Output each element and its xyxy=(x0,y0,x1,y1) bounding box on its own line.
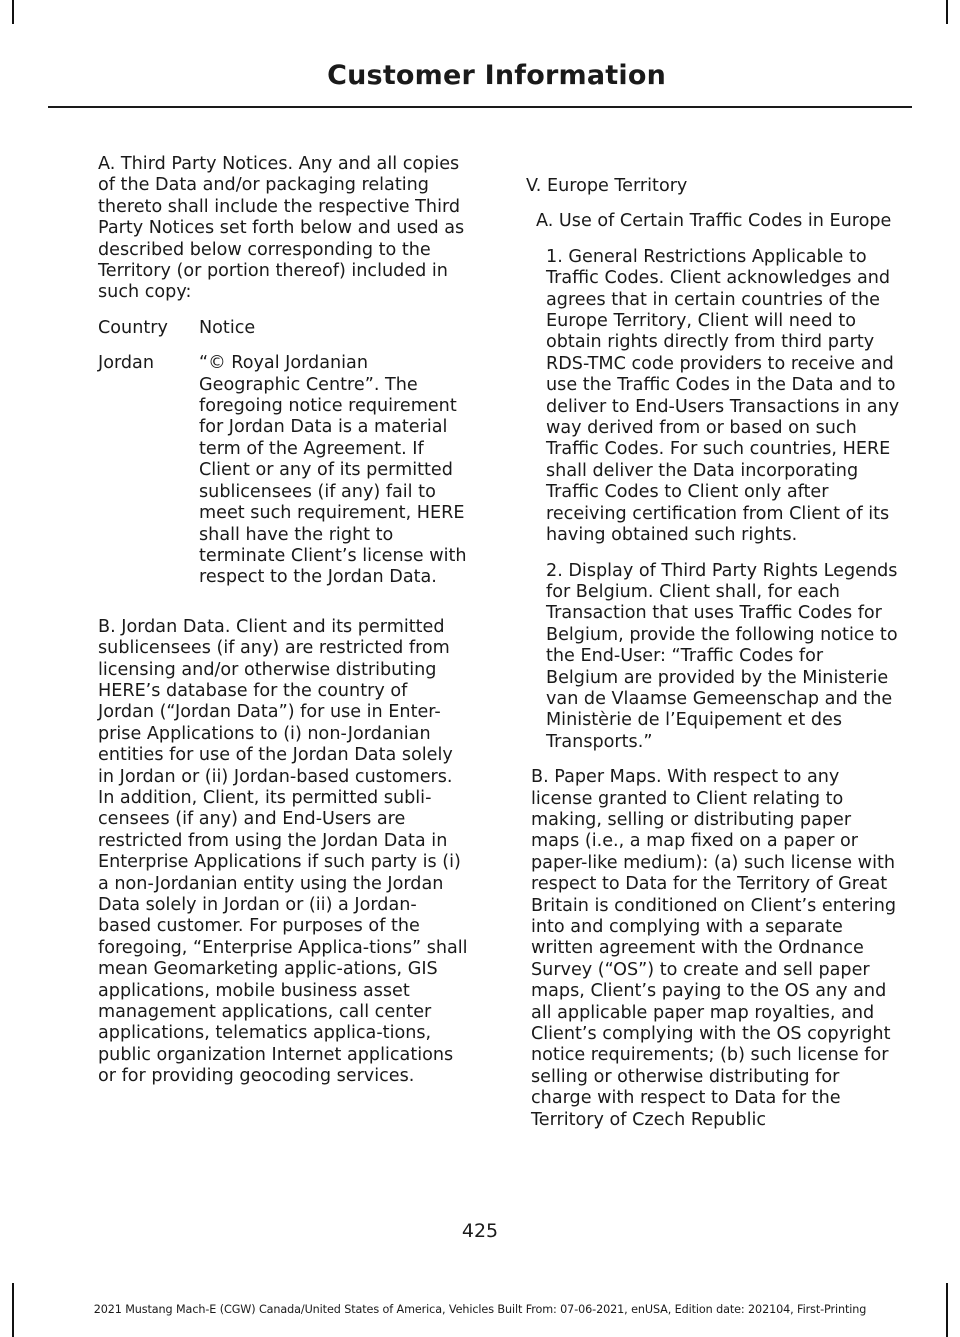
table-header-country: Country xyxy=(98,317,168,338)
page-number: 425 xyxy=(461,1220,499,1242)
right-column xyxy=(526,176,900,1145)
subsection-traffic-codes: A. Use of Certain Traffic Codes in Europe xyxy=(536,211,892,232)
footer-edition-info: 2021 Mustang Mach-E (CGW) Canada/United States of America, Vehicles Built From: 07-06-2021, enUSA, Edition date: 202104, First-Printing xyxy=(93,1303,867,1316)
crop-mark xyxy=(12,0,14,24)
notice-table xyxy=(98,318,468,603)
page-title: Customer Information xyxy=(327,60,666,91)
table-cell-notice: “© Royal Jordanian Geographic Centre”. The foregoing notice requirement for Jordan Data is a material term of the Agreement. If Client or any of its permitted sublicensees (if any) fail to meet such requirement, HERE shall have the right to terminate Client’s license with respect to the Jordan Data. xyxy=(199,353,467,588)
left-column xyxy=(98,154,468,1102)
table-cell-country: Jordan xyxy=(98,353,154,374)
paragraph-jordan-data: B. Jordan Data. Client and its permitted sublicensees (if any) are restricted from licensing and/or otherwise distributing HERE’s database for the country of Jordan (“Jordan Data”) for use in Enter-prise Applications to (i) non-Jordanian entities for use of the Jordan Data solely in Jordan or (ii) Jordan-based customers. In addition, Client, its permitted subli-censees (if any) and End-Users are restricted from using the Jordan Data in Enterprise Applications if such party is (i) a non-Jordanian entity using the Jordan Data solely in Jordan or (ii) a Jordan-based customer. For purposes of the foregoing, “Enterprise Applica-tions” shall mean Geomarketing applic-ations, GIS applications, mobile business asset management applications, call center applications, telematics applica-tions, public organization Internet applications or for providing geocoding services. xyxy=(98,616,468,1087)
subsection-paper-maps: B. Paper Maps. With respect to any license granted to Client relating to making, selling or distributing paper maps (i.e., a map fixed on a paper or paper-like medium): (a) such license with respect to Data for the Territory of Great Britain is conditioned on Client’s entering into and complying with a separate written agreement with the Ordnance Survey (“OS”) to create and sell paper maps, Client’s paying to the OS any and all applicable paper map royalties, and Client’s complying with the OS copyright notice requirements; (b) such license for selling or otherwise distributing for charge with respect to Data for the Territory of Czech Republic xyxy=(531,767,897,1130)
item-belgium-legends: 2. Display of Third Party Rights Legends for Belgium. Client shall, for each Transaction that uses Traffic Codes for Belgium, provide the following notice to the End-User: “Traffic Codes for Belgium are provided by the Ministerie van de Vlaamse Gemeenschap and the Ministèrie de l’Equipement et des Transports.” xyxy=(546,560,898,752)
paragraph-third-party-notices: A. Third Party Notices. Any and all copies of the Data and/or packaging relating thereto shall include the respective Third Party Notices set forth below and used as described below corresponding to the Territory (or portion thereof) included in such copy: xyxy=(98,154,465,303)
header-divider xyxy=(48,106,912,108)
item-general-restrictions: 1. General Restrictions Applicable to Traffic Codes. Client acknowledges and agrees that in certain countries of the Europe Territory, Client will need to obtain rights directly from third party RDS-TMC code providers to receive and use the Traffic Codes in the Data and to deliver to End-Users Transactions in any way derived from or based on such Traffic Codes. For such countries, HERE shall deliver the Data incorporating Traffic Codes to Client only after receiving certification from Client of its having obtained such rights. xyxy=(546,246,900,546)
crop-mark xyxy=(946,0,948,24)
section-heading-europe: V. Europe Territory xyxy=(526,176,688,196)
table-header-notice: Notice xyxy=(199,317,256,338)
